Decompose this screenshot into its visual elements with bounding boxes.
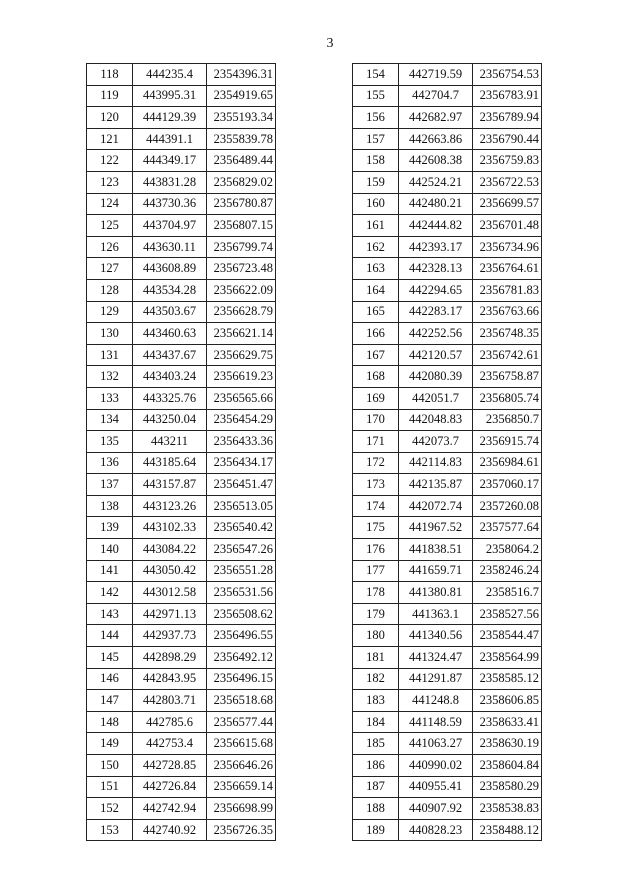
point-number-cell: 138 (87, 495, 133, 517)
table-row (353, 711, 542, 733)
table-row (87, 776, 276, 798)
x-coordinate-cell: 443050.42 (133, 560, 207, 582)
point-number-cell: 164 (353, 279, 399, 301)
point-number-cell: 154 (353, 64, 399, 86)
x-coordinate-cell: 443437.67 (133, 344, 207, 366)
x-coordinate-cell: 443185.64 (133, 452, 207, 474)
x-coordinate-cell: 444129.39 (133, 107, 207, 129)
y-coordinate-cell: 2356615.68 (207, 733, 276, 755)
y-coordinate-cell: 2356434.17 (207, 452, 276, 474)
x-coordinate-cell: 442080.39 (399, 366, 473, 388)
x-coordinate-cell: 442252.56 (399, 323, 473, 345)
table-row (87, 387, 276, 409)
x-coordinate-cell: 442393.17 (399, 236, 473, 258)
y-coordinate-cell: 2356807.15 (207, 215, 276, 237)
point-number-cell: 186 (353, 755, 399, 777)
x-coordinate-cell: 443704.97 (133, 215, 207, 237)
x-coordinate-cell: 443250.04 (133, 409, 207, 431)
y-coordinate-cell: 2358544.47 (473, 625, 542, 647)
x-coordinate-cell: 442114.83 (399, 452, 473, 474)
y-coordinate-cell: 2354919.65 (207, 85, 276, 107)
y-coordinate-cell: 2356531.56 (207, 582, 276, 604)
point-number-cell: 131 (87, 344, 133, 366)
point-number-cell: 155 (353, 85, 399, 107)
table-row (87, 279, 276, 301)
y-coordinate-cell: 2356915.74 (473, 431, 542, 453)
x-coordinate-cell: 442719.59 (399, 64, 473, 86)
table-row (353, 85, 542, 107)
x-coordinate-cell: 441659.71 (399, 560, 473, 582)
x-coordinate-cell: 442742.94 (133, 798, 207, 820)
y-coordinate-cell: 2356829.02 (207, 171, 276, 193)
table-row (353, 776, 542, 798)
point-number-cell: 128 (87, 279, 133, 301)
x-coordinate-cell: 443123.26 (133, 495, 207, 517)
point-number-cell: 188 (353, 798, 399, 820)
table-row (87, 798, 276, 820)
y-coordinate-cell: 2356433.36 (207, 431, 276, 453)
table-row (353, 258, 542, 280)
table-row (87, 755, 276, 777)
x-coordinate-cell: 442785.6 (133, 711, 207, 733)
point-number-cell: 146 (87, 668, 133, 690)
y-coordinate-cell: 2356547.26 (207, 539, 276, 561)
table-row (87, 690, 276, 712)
x-coordinate-cell: 443608.89 (133, 258, 207, 280)
table-row (87, 150, 276, 172)
table-row (353, 603, 542, 625)
x-coordinate-cell: 443460.63 (133, 323, 207, 345)
y-coordinate-cell: 2358606.85 (473, 690, 542, 712)
table-row (87, 582, 276, 604)
point-number-cell: 153 (87, 819, 133, 841)
x-coordinate-cell: 441291.87 (399, 668, 473, 690)
y-coordinate-cell: 2356759.83 (473, 150, 542, 172)
x-coordinate-cell: 443012.58 (133, 582, 207, 604)
table-row (87, 215, 276, 237)
point-number-cell: 181 (353, 647, 399, 669)
x-coordinate-cell: 442753.4 (133, 733, 207, 755)
y-coordinate-cell: 2356551.28 (207, 560, 276, 582)
point-number-cell: 143 (87, 603, 133, 625)
table-row (353, 798, 542, 820)
x-coordinate-cell: 443503.67 (133, 301, 207, 323)
point-number-cell: 122 (87, 150, 133, 172)
table-row (353, 323, 542, 345)
y-coordinate-cell: 2358604.84 (473, 755, 542, 777)
table-row (87, 323, 276, 345)
table-row (87, 409, 276, 431)
y-coordinate-cell: 2356748.35 (473, 323, 542, 345)
y-coordinate-cell: 2356628.79 (207, 301, 276, 323)
y-coordinate-cell: 2356454.29 (207, 409, 276, 431)
x-coordinate-cell: 442120.57 (399, 344, 473, 366)
y-coordinate-cell: 2356780.87 (207, 193, 276, 215)
y-coordinate-cell: 2358516.7 (473, 582, 542, 604)
table-row (87, 733, 276, 755)
point-number-cell: 134 (87, 409, 133, 431)
point-number-cell: 133 (87, 387, 133, 409)
x-coordinate-cell: 442294.65 (399, 279, 473, 301)
point-number-cell: 178 (353, 582, 399, 604)
coordinates-table-left (86, 63, 276, 841)
point-number-cell: 129 (87, 301, 133, 323)
point-number-cell: 121 (87, 128, 133, 150)
y-coordinate-cell: 2358630.19 (473, 733, 542, 755)
point-number-cell: 151 (87, 776, 133, 798)
table-row (353, 366, 542, 388)
x-coordinate-cell: 441967.52 (399, 517, 473, 539)
page-number: 3 (326, 36, 334, 51)
point-number-cell: 144 (87, 625, 133, 647)
table-row (87, 85, 276, 107)
x-coordinate-cell: 441340.56 (399, 625, 473, 647)
table-row (353, 452, 542, 474)
y-coordinate-cell: 2356699.57 (473, 193, 542, 215)
x-coordinate-cell: 442283.17 (399, 301, 473, 323)
table-row (87, 539, 276, 561)
table-row (87, 107, 276, 129)
point-number-cell: 165 (353, 301, 399, 323)
x-coordinate-cell: 443211 (133, 431, 207, 453)
table-row (353, 150, 542, 172)
x-coordinate-cell: 442937.73 (133, 625, 207, 647)
table-row (353, 495, 542, 517)
point-number-cell: 160 (353, 193, 399, 215)
x-coordinate-cell: 442971.13 (133, 603, 207, 625)
x-coordinate-cell: 442704.7 (399, 85, 473, 107)
x-coordinate-cell: 443403.24 (133, 366, 207, 388)
x-coordinate-cell: 443157.87 (133, 474, 207, 496)
table-row (87, 171, 276, 193)
y-coordinate-cell: 2358580.29 (473, 776, 542, 798)
y-coordinate-cell: 2356763.66 (473, 301, 542, 323)
y-coordinate-cell: 2356619.23 (207, 366, 276, 388)
table-row (353, 279, 542, 301)
x-coordinate-cell: 442898.29 (133, 647, 207, 669)
point-number-cell: 171 (353, 431, 399, 453)
x-coordinate-cell: 442073.7 (399, 431, 473, 453)
x-coordinate-cell: 441148.59 (399, 711, 473, 733)
y-coordinate-cell: 2356799.74 (207, 236, 276, 258)
point-number-cell: 163 (353, 258, 399, 280)
x-coordinate-cell: 440955.41 (399, 776, 473, 798)
x-coordinate-cell: 441363.1 (399, 603, 473, 625)
table-row (353, 107, 542, 129)
point-number-cell: 145 (87, 647, 133, 669)
point-number-cell: 139 (87, 517, 133, 539)
y-coordinate-cell: 2356781.83 (473, 279, 542, 301)
point-number-cell: 174 (353, 495, 399, 517)
y-coordinate-cell: 2356783.91 (473, 85, 542, 107)
table-row (353, 582, 542, 604)
x-coordinate-cell: 442803.71 (133, 690, 207, 712)
y-coordinate-cell: 2358538.83 (473, 798, 542, 820)
x-coordinate-cell: 440990.02 (399, 755, 473, 777)
x-coordinate-cell: 442072.74 (399, 495, 473, 517)
point-number-cell: 152 (87, 798, 133, 820)
y-coordinate-cell: 2356723.48 (207, 258, 276, 280)
point-number-cell: 187 (353, 776, 399, 798)
x-coordinate-cell: 443630.11 (133, 236, 207, 258)
y-coordinate-cell: 2356742.61 (473, 344, 542, 366)
y-coordinate-cell: 2356734.96 (473, 236, 542, 258)
table-row (353, 539, 542, 561)
y-coordinate-cell: 2356789.94 (473, 107, 542, 129)
x-coordinate-cell: 443995.31 (133, 85, 207, 107)
point-number-cell: 184 (353, 711, 399, 733)
y-coordinate-cell: 2356850.7 (473, 409, 542, 431)
y-coordinate-cell: 2358633.41 (473, 711, 542, 733)
point-number-cell: 189 (353, 819, 399, 841)
point-number-cell: 159 (353, 171, 399, 193)
y-coordinate-cell: 2355193.34 (207, 107, 276, 129)
x-coordinate-cell: 443102.33 (133, 517, 207, 539)
table-row (87, 431, 276, 453)
table-row (87, 647, 276, 669)
x-coordinate-cell: 443831.28 (133, 171, 207, 193)
point-number-cell: 132 (87, 366, 133, 388)
point-number-cell: 123 (87, 171, 133, 193)
table-row (87, 236, 276, 258)
point-number-cell: 119 (87, 85, 133, 107)
point-number-cell: 179 (353, 603, 399, 625)
point-number-cell: 183 (353, 690, 399, 712)
x-coordinate-cell: 442728.85 (133, 755, 207, 777)
table-row (87, 819, 276, 841)
y-coordinate-cell: 2354396.31 (207, 64, 276, 86)
table-row (87, 625, 276, 647)
x-coordinate-cell: 442524.21 (399, 171, 473, 193)
y-coordinate-cell: 2356805.74 (473, 387, 542, 409)
table-row (87, 668, 276, 690)
x-coordinate-cell: 442726.84 (133, 776, 207, 798)
table-row (353, 431, 542, 453)
point-number-cell: 126 (87, 236, 133, 258)
x-coordinate-cell: 441838.51 (399, 539, 473, 561)
x-coordinate-cell: 441380.81 (399, 582, 473, 604)
table-row (353, 215, 542, 237)
table-row (353, 301, 542, 323)
y-coordinate-cell: 2355839.78 (207, 128, 276, 150)
x-coordinate-cell: 441248.8 (399, 690, 473, 712)
table-row (353, 171, 542, 193)
x-coordinate-cell: 443534.28 (133, 279, 207, 301)
y-coordinate-cell: 2356758.87 (473, 366, 542, 388)
point-number-cell: 147 (87, 690, 133, 712)
point-number-cell: 141 (87, 560, 133, 582)
table-row (87, 474, 276, 496)
y-coordinate-cell: 2358527.56 (473, 603, 542, 625)
y-coordinate-cell: 2357577.64 (473, 517, 542, 539)
y-coordinate-cell: 2356565.66 (207, 387, 276, 409)
table-row (353, 668, 542, 690)
y-coordinate-cell: 2357260.08 (473, 495, 542, 517)
point-number-cell: 140 (87, 539, 133, 561)
y-coordinate-cell: 2356984.61 (473, 452, 542, 474)
table-row (353, 128, 542, 150)
point-number-cell: 118 (87, 64, 133, 86)
table-row (353, 647, 542, 669)
x-coordinate-cell: 442663.86 (399, 128, 473, 150)
point-number-cell: 166 (353, 323, 399, 345)
y-coordinate-cell: 2356698.99 (207, 798, 276, 820)
point-number-cell: 135 (87, 431, 133, 453)
x-coordinate-cell: 440828.23 (399, 819, 473, 841)
point-number-cell: 142 (87, 582, 133, 604)
y-coordinate-cell: 2358564.99 (473, 647, 542, 669)
point-number-cell: 173 (353, 474, 399, 496)
y-coordinate-cell: 2356764.61 (473, 258, 542, 280)
x-coordinate-cell: 444349.17 (133, 150, 207, 172)
y-coordinate-cell: 2356577.44 (207, 711, 276, 733)
x-coordinate-cell: 442740.92 (133, 819, 207, 841)
point-number-cell: 157 (353, 128, 399, 150)
y-coordinate-cell: 2356496.55 (207, 625, 276, 647)
y-coordinate-cell: 2356790.44 (473, 128, 542, 150)
point-number-cell: 120 (87, 107, 133, 129)
y-coordinate-cell: 2356508.62 (207, 603, 276, 625)
y-coordinate-cell: 2356492.12 (207, 647, 276, 669)
table-row (353, 733, 542, 755)
x-coordinate-cell: 442480.21 (399, 193, 473, 215)
x-coordinate-cell: 442328.13 (399, 258, 473, 280)
table-row (353, 344, 542, 366)
point-number-cell: 167 (353, 344, 399, 366)
table-row (87, 193, 276, 215)
table-row (87, 560, 276, 582)
point-number-cell: 127 (87, 258, 133, 280)
table-row (353, 64, 542, 86)
point-number-cell: 176 (353, 539, 399, 561)
x-coordinate-cell: 443084.22 (133, 539, 207, 561)
x-coordinate-cell: 442048.83 (399, 409, 473, 431)
point-number-cell: 130 (87, 323, 133, 345)
x-coordinate-cell: 443730.36 (133, 193, 207, 215)
y-coordinate-cell: 2356622.09 (207, 279, 276, 301)
point-number-cell: 148 (87, 711, 133, 733)
y-coordinate-cell: 2356540.42 (207, 517, 276, 539)
y-coordinate-cell: 2356722.53 (473, 171, 542, 193)
x-coordinate-cell: 443325.76 (133, 387, 207, 409)
point-number-cell: 149 (87, 733, 133, 755)
point-number-cell: 182 (353, 668, 399, 690)
y-coordinate-cell: 2356496.15 (207, 668, 276, 690)
x-coordinate-cell: 442051.7 (399, 387, 473, 409)
y-coordinate-cell: 2356701.48 (473, 215, 542, 237)
x-coordinate-cell: 440907.92 (399, 798, 473, 820)
x-coordinate-cell: 442682.97 (399, 107, 473, 129)
x-coordinate-cell: 442608.38 (399, 150, 473, 172)
point-number-cell: 180 (353, 625, 399, 647)
point-number-cell: 168 (353, 366, 399, 388)
point-number-cell: 172 (353, 452, 399, 474)
table-row (353, 625, 542, 647)
table-row (87, 517, 276, 539)
table-row (87, 258, 276, 280)
table-row (353, 409, 542, 431)
table-row (353, 690, 542, 712)
point-number-cell: 169 (353, 387, 399, 409)
table-row (353, 236, 542, 258)
table-row (87, 495, 276, 517)
y-coordinate-cell: 2356646.26 (207, 755, 276, 777)
point-number-cell: 124 (87, 193, 133, 215)
point-number-cell: 185 (353, 733, 399, 755)
x-coordinate-cell: 441324.47 (399, 647, 473, 669)
table-row (353, 560, 542, 582)
point-number-cell: 175 (353, 517, 399, 539)
y-coordinate-cell: 2358246.24 (473, 560, 542, 582)
y-coordinate-cell: 2356518.68 (207, 690, 276, 712)
y-coordinate-cell: 2356489.44 (207, 150, 276, 172)
x-coordinate-cell: 442843.95 (133, 668, 207, 690)
table-row (87, 344, 276, 366)
coordinates-table-right (352, 63, 542, 841)
table-row (353, 193, 542, 215)
x-coordinate-cell: 441063.27 (399, 733, 473, 755)
y-coordinate-cell: 2358488.12 (473, 819, 542, 841)
point-number-cell: 125 (87, 215, 133, 237)
table-row (87, 301, 276, 323)
y-coordinate-cell: 2358064.2 (473, 539, 542, 561)
point-number-cell: 170 (353, 409, 399, 431)
table-row (87, 128, 276, 150)
table-row (353, 517, 542, 539)
x-coordinate-cell: 444391.1 (133, 128, 207, 150)
table-row (87, 64, 276, 86)
y-coordinate-cell: 2356513.05 (207, 495, 276, 517)
point-number-cell: 136 (87, 452, 133, 474)
table-row (87, 711, 276, 733)
x-coordinate-cell: 444235.4 (133, 64, 207, 86)
x-coordinate-cell: 442444.82 (399, 215, 473, 237)
y-coordinate-cell: 2356754.53 (473, 64, 542, 86)
y-coordinate-cell: 2356621.14 (207, 323, 276, 345)
table-row (87, 452, 276, 474)
y-coordinate-cell: 2357060.17 (473, 474, 542, 496)
table-row (353, 819, 542, 841)
table-row (87, 603, 276, 625)
y-coordinate-cell: 2356629.75 (207, 344, 276, 366)
table-row (87, 366, 276, 388)
table-row (353, 755, 542, 777)
point-number-cell: 161 (353, 215, 399, 237)
table-row (353, 387, 542, 409)
point-number-cell: 158 (353, 150, 399, 172)
table-row (353, 474, 542, 496)
y-coordinate-cell: 2356726.35 (207, 819, 276, 841)
y-coordinate-cell: 2356451.47 (207, 474, 276, 496)
point-number-cell: 137 (87, 474, 133, 496)
y-coordinate-cell: 2358585.12 (473, 668, 542, 690)
point-number-cell: 156 (353, 107, 399, 129)
point-number-cell: 177 (353, 560, 399, 582)
x-coordinate-cell: 442135.87 (399, 474, 473, 496)
y-coordinate-cell: 2356659.14 (207, 776, 276, 798)
point-number-cell: 162 (353, 236, 399, 258)
point-number-cell: 150 (87, 755, 133, 777)
